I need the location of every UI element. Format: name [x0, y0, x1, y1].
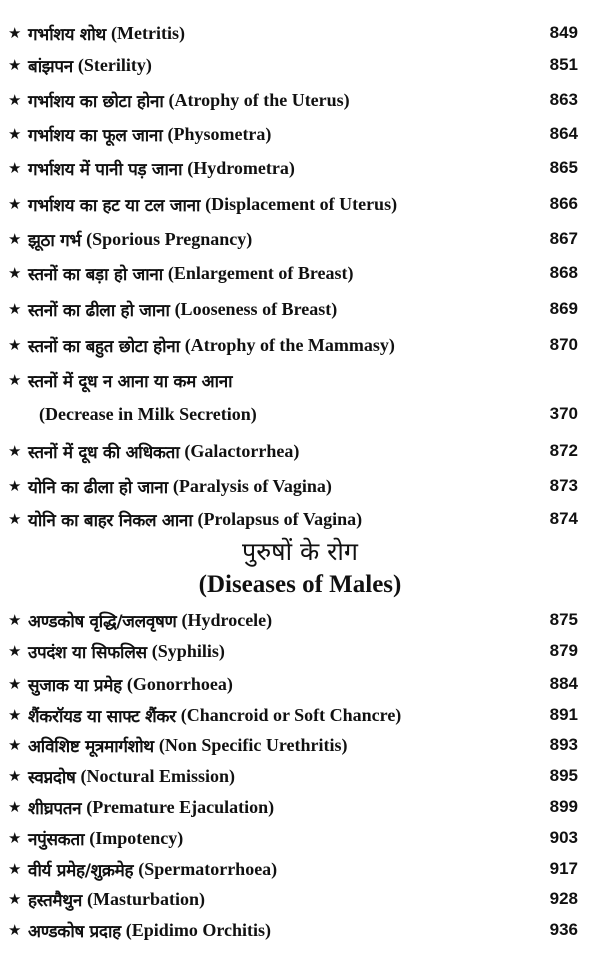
toc-entry [8, 854, 578, 884]
entry-hindi: योनि का ढीला हो जाना [28, 477, 168, 498]
star-bullet-icon: ★ [8, 643, 22, 660]
toc-entry [8, 792, 578, 822]
page-number: 870 [549, 335, 578, 354]
page-number: 370 [549, 404, 578, 423]
entry-english: (Paralysis of Vagina) [172, 475, 332, 496]
entry-hindi: बांझपन [28, 56, 73, 77]
page-number: 863 [549, 90, 578, 109]
entry-hindi: स्तनों का बहुत छोटा होना [28, 336, 180, 357]
star-bullet-icon: ★ [8, 265, 22, 282]
toc-entry [8, 884, 578, 914]
star-bullet-icon: ★ [8, 92, 22, 109]
star-bullet-icon: ★ [8, 922, 22, 939]
page-number: 903 [549, 828, 578, 847]
entry-hindi: अण्डकोष प्रदाह [28, 921, 121, 942]
section-heading-english: (Diseases of Males) [198, 571, 402, 598]
page-number: 879 [549, 641, 578, 660]
star-bullet-icon: ★ [8, 799, 22, 816]
star-bullet-icon: ★ [8, 861, 22, 878]
page-number: 875 [549, 610, 578, 629]
toc-entry [8, 700, 578, 730]
page-number: 917 [549, 859, 578, 878]
entry-english: (Prolapsus of Vagina) [197, 508, 363, 529]
entry-hindi: योनि का बाहर निकल आना [28, 510, 193, 531]
entry-hindi: शीघ्रपतन [28, 798, 82, 819]
toc-entry [8, 730, 578, 760]
star-bullet-icon: ★ [8, 25, 22, 42]
entry-hindi: अण्डकोष वृद्धि/जलवृषण [28, 611, 177, 632]
star-bullet-icon: ★ [8, 676, 22, 693]
page-number: 865 [549, 158, 578, 177]
star-bullet-icon: ★ [8, 126, 22, 143]
entry-hindi: स्तनों का ढीला हो जाना [28, 300, 170, 321]
toc-entry [8, 330, 578, 360]
page-number: 928 [549, 889, 578, 908]
toc-entry [8, 258, 578, 288]
entry-hindi: झूठा गर्भ [28, 230, 82, 251]
toc-entry [8, 153, 578, 183]
toc-entry [8, 761, 578, 791]
toc-entry [8, 18, 578, 48]
entry-hindi: सुजाक या प्रमेह [28, 675, 122, 696]
entry-english: (Hydrocele) [181, 609, 273, 630]
entry-hindi: वीर्य प्रमेह/शुक्रमेह [28, 860, 134, 881]
page-number: 869 [549, 299, 578, 318]
entry-english: (Non Specific Urethritis) [158, 734, 348, 755]
entry-hindi: नपुंसकता [28, 829, 85, 850]
entry-english: (Atrophy of the Uterus) [168, 89, 350, 110]
page-number: 893 [549, 735, 578, 754]
toc-entry [8, 504, 578, 534]
entry-english: (Hydrometra) [187, 157, 295, 178]
star-bullet-icon: ★ [8, 737, 22, 754]
star-bullet-icon: ★ [8, 337, 22, 354]
star-bullet-icon: ★ [8, 196, 22, 213]
toc-entry [8, 669, 578, 699]
entry-english: (Gonorrhoea) [126, 673, 233, 694]
entry-hindi: शैंकरॉयड या साफ्ट शैंकर [28, 706, 176, 727]
page-number: 851 [549, 55, 578, 74]
entry-english: (Looseness of Breast) [174, 298, 338, 319]
entry-english: (Noctural Emission) [80, 765, 235, 786]
toc-entry [8, 471, 578, 501]
entry-hindi: गर्भाशय का फूल जाना [28, 125, 163, 146]
entry-english: (Chancroid or Soft Chancre) [180, 704, 402, 725]
entry-hindi: हस्तमैथुन [28, 890, 82, 911]
entry-hindi: स्तनों का बड़ा हो जाना [28, 264, 163, 285]
star-bullet-icon: ★ [8, 511, 22, 528]
entry-hindi: अविशिष्ट मूत्रमार्गशोथ [28, 736, 154, 757]
entry-english: (Epidimo Orchitis) [125, 919, 271, 940]
entry-english: (Galactorrhea) [184, 440, 300, 461]
star-bullet-icon: ★ [8, 891, 22, 908]
entry-english: (Spermatorrhoea) [138, 858, 278, 879]
entry-english: (Decrease in Milk Secretion) [39, 403, 257, 424]
toc-entry [8, 636, 578, 666]
entry-hindi: गर्भाशय में पानी पड़ जाना [28, 159, 183, 180]
entry-english: (Masturbation) [87, 888, 205, 909]
toc-entry [8, 224, 578, 254]
entry-english: (Syphilis) [151, 640, 225, 661]
entry-english: (Sporious Pregnancy) [86, 228, 253, 249]
entry-hindi: स्तनों में दूध न आना या कम आना [28, 371, 233, 392]
toc-entry [8, 915, 578, 945]
entry-english: (Metritis) [111, 22, 185, 43]
entry-english: (Enlargement of Breast) [167, 262, 354, 283]
entry-english: (Impotency) [89, 827, 184, 848]
toc-entry [8, 605, 578, 635]
star-bullet-icon: ★ [8, 372, 22, 389]
page-number: 884 [549, 674, 578, 693]
entry-hindi: गर्भाशय का हट या टल जाना [28, 195, 201, 216]
toc-entry [8, 436, 578, 466]
entry-english: (Physometra) [167, 123, 272, 144]
page-number: 895 [549, 766, 578, 785]
star-bullet-icon: ★ [8, 57, 22, 74]
star-bullet-icon: ★ [8, 443, 22, 460]
toc-entry [8, 189, 578, 219]
entry-english: (Atrophy of the Mammasy) [184, 334, 395, 355]
toc-entry [8, 119, 578, 149]
star-bullet-icon: ★ [8, 478, 22, 495]
page-number: 872 [549, 441, 578, 460]
star-bullet-icon: ★ [8, 160, 22, 177]
page-number: 899 [549, 797, 578, 816]
toc-entry [8, 85, 578, 115]
toc-entry-line2 [8, 399, 578, 429]
toc-entry-line1 [8, 365, 578, 395]
page-number: 874 [549, 509, 578, 528]
star-bullet-icon: ★ [8, 830, 22, 847]
star-bullet-icon: ★ [8, 768, 22, 785]
star-bullet-icon: ★ [8, 231, 22, 248]
entry-english: (Sterility) [77, 54, 152, 75]
star-bullet-icon: ★ [8, 707, 22, 724]
toc-entry [8, 50, 578, 80]
section-heading-hindi: पुरुषों के रोग [242, 537, 358, 566]
toc-entry [8, 823, 578, 853]
entry-hindi: स्तनों में दूध की अधिकता [28, 442, 180, 463]
page-number: 891 [549, 705, 578, 724]
entry-hindi: गर्भाशय का छोटा होना [28, 91, 164, 112]
entry-english: (Displacement of Uterus) [205, 193, 398, 214]
entry-hindi: उपदंश या सिफलिस [28, 642, 147, 663]
toc-entry [8, 294, 578, 324]
page-number: 867 [549, 229, 578, 248]
page-number: 849 [549, 23, 578, 42]
page-number: 864 [549, 124, 578, 143]
entry-hindi: स्वप्नदोष [28, 767, 76, 788]
entry-hindi: गर्भाशय शोथ [28, 24, 106, 45]
page-number: 873 [549, 476, 578, 495]
star-bullet-icon: ★ [8, 301, 22, 318]
page-number: 936 [549, 920, 578, 939]
star-bullet-icon: ★ [8, 612, 22, 629]
entry-english: (Premature Ejaculation) [86, 796, 275, 817]
page-number: 868 [549, 263, 578, 282]
page-number: 866 [549, 194, 578, 213]
